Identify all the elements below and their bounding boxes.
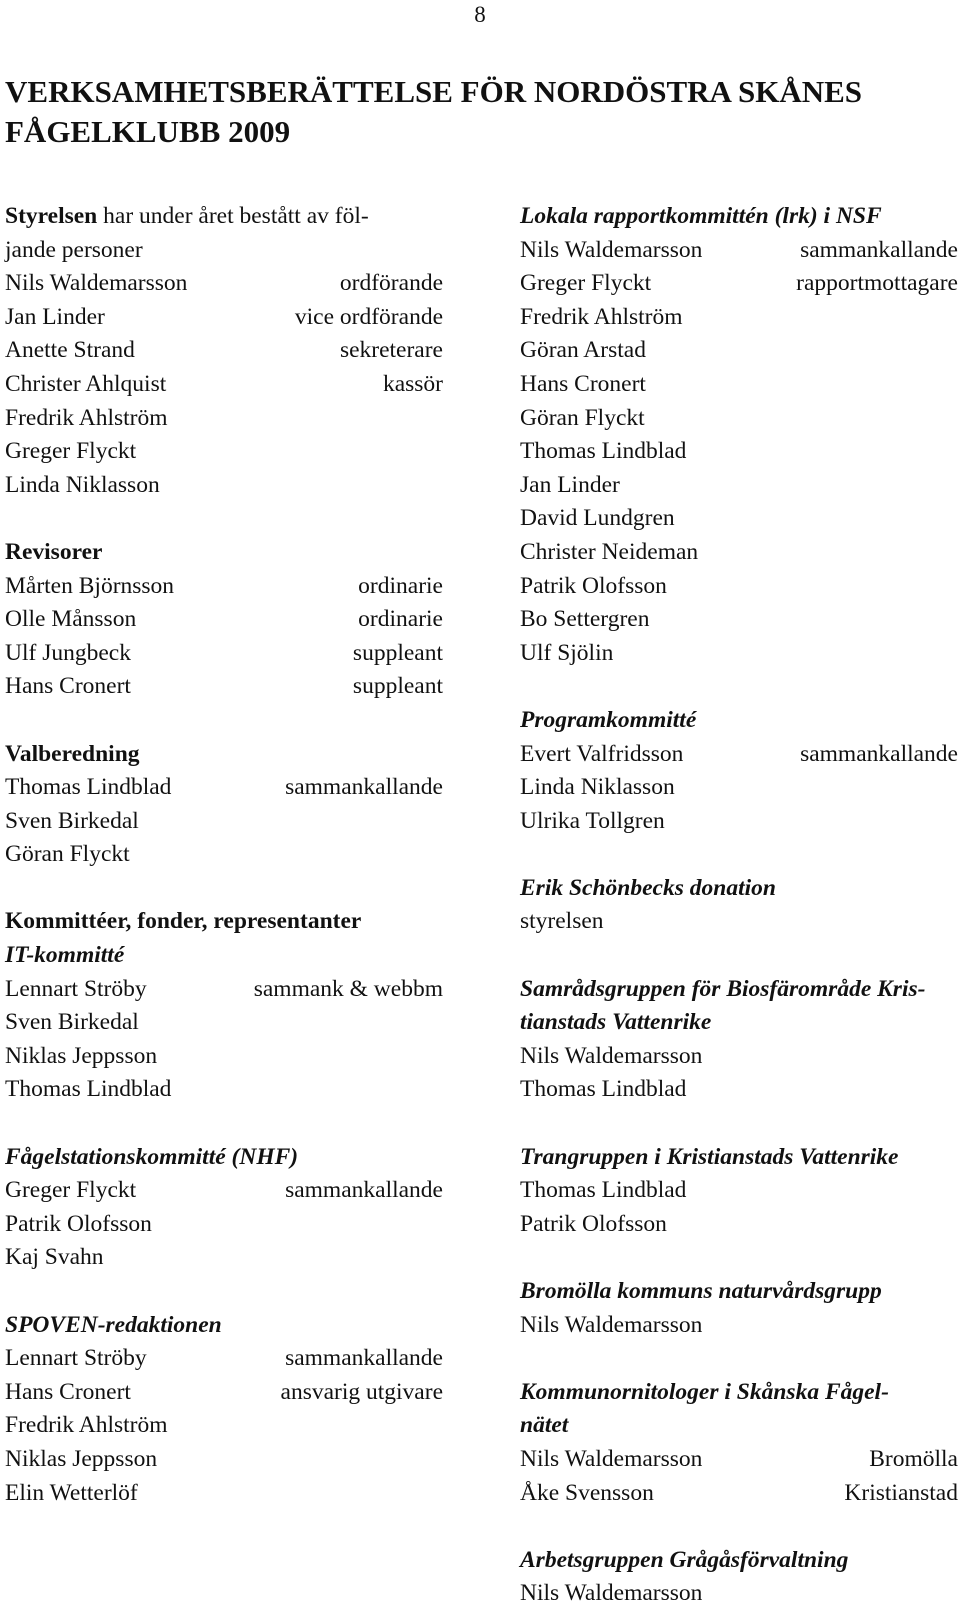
member-name: Elin Wetterlöf — [5, 1479, 138, 1506]
member-row — [5, 1477, 443, 1511]
member-row — [5, 1409, 443, 1443]
member-name: Greger Flyckt — [5, 438, 137, 465]
member-role: Kristianstad — [844, 1479, 958, 1506]
member-name: Hans Cronert — [520, 370, 646, 397]
member-role: sammankallande — [800, 236, 958, 263]
it-kommitte-heading: IT-kommitté — [5, 942, 125, 969]
member-row — [5, 1208, 443, 1242]
right-column — [520, 200, 958, 1611]
member-row — [520, 1073, 958, 1107]
page-title — [5, 72, 945, 152]
member-row — [5, 637, 443, 671]
trangruppen-heading: Trangruppen i Kristianstads Vattenrike — [520, 1143, 899, 1170]
member-name: Jan Linder — [5, 303, 105, 330]
page-number: 8 — [474, 2, 486, 27]
member-row — [520, 368, 958, 402]
member-name: Sven Birkedal — [5, 1009, 139, 1036]
member-name: Thomas Lindblad — [520, 1177, 687, 1204]
member-name: Christer Neideman — [520, 538, 699, 565]
member-row — [5, 1073, 443, 1107]
member-row — [520, 905, 958, 939]
bromolla-heading: Bromölla kommuns naturvårdsgrupp — [520, 1278, 882, 1304]
kommunornitologer-heading-line: nätet — [520, 1412, 569, 1439]
member-name: Kaj Svahn — [5, 1244, 104, 1271]
member-name: Jan Linder — [520, 471, 620, 498]
member-name: Olle Månsson — [5, 606, 137, 633]
title-line: VERKSAMHETSBERÄTTELSE FÖR NORDÖSTRA SKÅNES — [5, 74, 863, 109]
member-row — [5, 267, 443, 301]
member-row — [520, 502, 958, 536]
member-row — [520, 234, 958, 268]
member-name: Hans Cronert — [5, 1378, 131, 1405]
member-name: Thomas Lindblad — [520, 438, 687, 465]
program-list — [520, 738, 958, 839]
member-name: Fredrik Ahlström — [520, 303, 683, 330]
member-role: rapportmottagare — [796, 270, 958, 297]
valberedning-list — [5, 771, 443, 872]
title-line: FÅGELKLUBB 2009 — [5, 114, 291, 149]
member-role: suppleant — [352, 639, 443, 666]
member-row — [520, 301, 958, 335]
member-name: Thomas Lindblad — [5, 774, 172, 801]
member-row — [520, 771, 958, 805]
member-name: Fredrik Ahlström — [5, 1412, 168, 1439]
styrelsen-intro-text: har under året bestått av föl- — [103, 203, 369, 229]
member-name: Sven Birkedal — [5, 807, 139, 834]
lrk-list — [520, 234, 958, 671]
valberedning-heading: Valberedning — [5, 740, 140, 767]
member-name: Niklas Jeppsson — [5, 1445, 158, 1472]
member-row — [520, 1577, 958, 1611]
gragas-list — [520, 1577, 958, 1611]
member-name: Lennart Ströby — [5, 1345, 147, 1372]
member-row — [5, 1443, 443, 1477]
member-row — [5, 603, 443, 637]
member-row — [520, 603, 958, 637]
member-role: sammankallande — [800, 740, 958, 767]
member-role: suppleant — [352, 673, 443, 700]
program-heading: Programkommitté — [520, 706, 697, 733]
trangruppen-list — [520, 1174, 958, 1241]
member-name: Greger Flyckt — [5, 1177, 137, 1204]
member-row — [520, 267, 958, 301]
member-name: Åke Svensson — [520, 1479, 654, 1506]
member-name: Nils Waldemarsson — [520, 1311, 703, 1338]
member-row — [5, 402, 443, 436]
revisorer-heading: Revisorer — [5, 538, 103, 565]
erik-heading: Erik Schönbecks donation — [520, 874, 776, 901]
styrelsen-list — [5, 267, 443, 502]
member-row — [5, 570, 443, 604]
fagelstation-list — [5, 1174, 443, 1275]
member-name: Nils Waldemarsson — [520, 1042, 703, 1069]
member-name: Anette Strand — [5, 337, 135, 364]
member-role: ordinarie — [358, 572, 443, 599]
member-name: David Lundgren — [520, 505, 675, 532]
member-role: ordförande — [339, 270, 443, 297]
samrad-list — [520, 1040, 958, 1107]
member-name: Göran Flyckt — [520, 404, 645, 431]
member-name: Linda Niklasson — [5, 471, 160, 498]
member-name: Ulrika Tollgren — [520, 807, 665, 834]
member-row — [5, 368, 443, 402]
member-row — [520, 738, 958, 772]
member-name: Fredrik Ahlström — [5, 404, 168, 431]
member-role: ansvarig utgivare — [280, 1378, 443, 1405]
styrelsen-intro — [5, 200, 443, 234]
styrelsen-lead: Styrelsen — [5, 203, 98, 229]
erik-list — [520, 905, 958, 939]
member-name: Nils Waldemarsson — [520, 1580, 703, 1607]
samrad-heading-line: tianstads Vattenrike — [520, 1009, 712, 1036]
member-row — [5, 1342, 443, 1376]
member-name: Mårten Björnsson — [5, 572, 175, 599]
member-role: sammankallande — [285, 774, 443, 801]
fagelstation-heading: Fågelstationskommitté (NHF) — [5, 1143, 299, 1170]
member-role: vice ordförande — [294, 303, 443, 330]
revisorer-list — [5, 570, 443, 704]
member-row — [520, 570, 958, 604]
member-row — [520, 1477, 958, 1511]
member-name: Lennart Ströby — [5, 975, 147, 1002]
member-role: sammankallande — [285, 1177, 443, 1204]
member-row — [5, 1040, 443, 1074]
samrad-heading-line: Samrådsgruppen för Biosfärområde Kris- — [520, 975, 926, 1002]
member-role: Bromölla — [869, 1445, 958, 1472]
member-name: Thomas Lindblad — [5, 1076, 172, 1103]
member-name: Nils Waldemarsson — [5, 270, 188, 297]
kommunornitologer-list — [520, 1443, 958, 1510]
member-role: sammankallande — [285, 1345, 443, 1372]
it-kommitte-list — [5, 973, 443, 1107]
member-name: Niklas Jeppsson — [5, 1042, 158, 1069]
member-row — [5, 1376, 443, 1410]
member-name: Nils Waldemarsson — [520, 1445, 703, 1472]
member-row — [5, 838, 443, 872]
gragas-heading: Arbetsgruppen Grågåsförvaltning — [520, 1546, 849, 1573]
member-name: Ulf Jungbeck — [5, 639, 131, 666]
styrelsen-intro-line2: jande personer — [5, 236, 143, 263]
member-row — [520, 1208, 958, 1242]
member-name: Patrik Olofsson — [5, 1210, 152, 1237]
member-name: Nils Waldemarsson — [520, 236, 703, 263]
member-row — [5, 973, 443, 1007]
member-name: Göran Flyckt — [5, 841, 130, 868]
bromolla-list — [520, 1309, 958, 1343]
left-column — [5, 200, 443, 1510]
member-row — [520, 1443, 958, 1477]
member-row — [5, 1174, 443, 1208]
member-row — [5, 1241, 443, 1275]
member-row — [520, 402, 958, 436]
spoven-list — [5, 1342, 443, 1510]
member-role: sammank & webbm — [253, 975, 443, 1002]
member-name: Göran Arstad — [520, 337, 646, 364]
member-row — [520, 435, 958, 469]
member-role: ordinarie — [358, 606, 443, 633]
spoven-heading: SPOVEN-redaktionen — [5, 1311, 222, 1338]
member-row — [520, 536, 958, 570]
member-row — [5, 805, 443, 839]
member-row — [5, 469, 443, 503]
member-row — [5, 435, 443, 469]
member-role: sekreterare — [339, 337, 443, 364]
member-row — [520, 334, 958, 368]
member-name: Christer Ahlquist — [5, 370, 167, 397]
member-name: Bo Settergren — [520, 606, 650, 633]
member-row — [520, 469, 958, 503]
member-name: styrelsen — [520, 908, 604, 935]
member-row — [520, 1040, 958, 1074]
member-name: Thomas Lindblad — [520, 1076, 687, 1103]
member-row — [5, 1006, 443, 1040]
member-row — [520, 1174, 958, 1208]
member-row — [5, 670, 443, 704]
member-name: Patrik Olofsson — [520, 1210, 667, 1237]
member-row — [5, 334, 443, 368]
member-row — [520, 637, 958, 671]
member-name: Patrik Olofsson — [520, 572, 667, 599]
member-name: Ulf Sjölin — [520, 639, 614, 666]
member-name: Hans Cronert — [5, 673, 131, 700]
member-row — [5, 771, 443, 805]
member-row — [520, 805, 958, 839]
member-role: kassör — [382, 370, 443, 397]
kommunornitologer-heading-line: Kommunornitologer i Skånska Fågel- — [520, 1378, 889, 1405]
kommitteer-heading: Kommittéer, fonder, representanter — [5, 908, 362, 935]
member-row — [520, 1309, 958, 1343]
member-name: Greger Flyckt — [520, 270, 652, 297]
member-row — [5, 301, 443, 335]
member-name: Evert Valfridsson — [520, 740, 684, 767]
member-name: Linda Niklasson — [520, 774, 675, 801]
lrk-heading: Lokala rapportkommittén (lrk) i NSF — [520, 203, 882, 229]
